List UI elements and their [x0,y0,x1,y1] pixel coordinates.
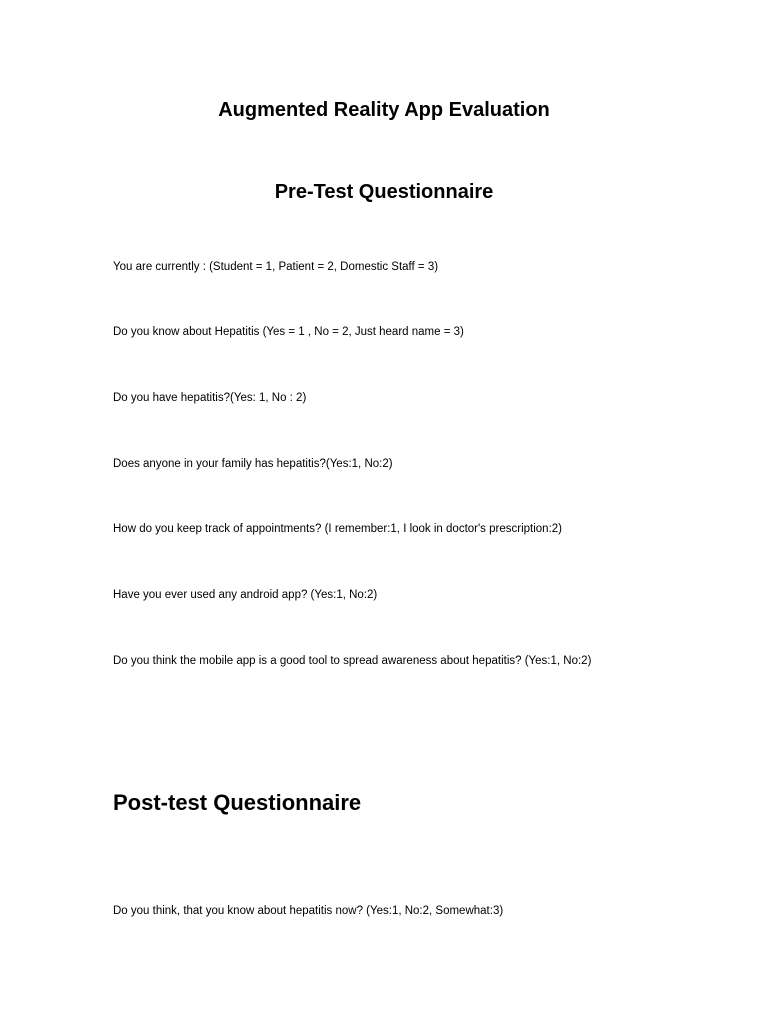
pretest-heading: Pre-Test Questionnaire [274,181,494,203]
pretest-question: Do you know about Hepatitis (Yes = 1 , No = 2, Just heard name = 3) [113,326,464,338]
document-title: Augmented Reality App Evaluation [218,99,550,121]
pretest-question: You are currently : (Student = 1, Patient = 2, Domestic Staff = 3) [113,261,439,273]
posttest-heading: Post-test Questionnaire [113,790,362,815]
pretest-question: Have you ever used any android app? (Yes:1, No:2) [113,589,378,601]
posttest-question: Do you think, that you know about hepatitis now? (Yes:1, No:2, Somewhat:3) [113,905,504,917]
pretest-question: Do you have hepatitis?(Yes: 1, No : 2) [113,392,307,404]
pretest-question: Do you think the mobile app is a good tool to spread awareness about hepatitis? (Yes:1, No:2) [113,655,592,667]
pretest-question: Does anyone in your family has hepatitis?(Yes:1, No:2) [113,458,393,470]
pretest-question: How do you keep track of appointments? (I remember:1, I look in doctor's prescription:2) [113,523,562,535]
